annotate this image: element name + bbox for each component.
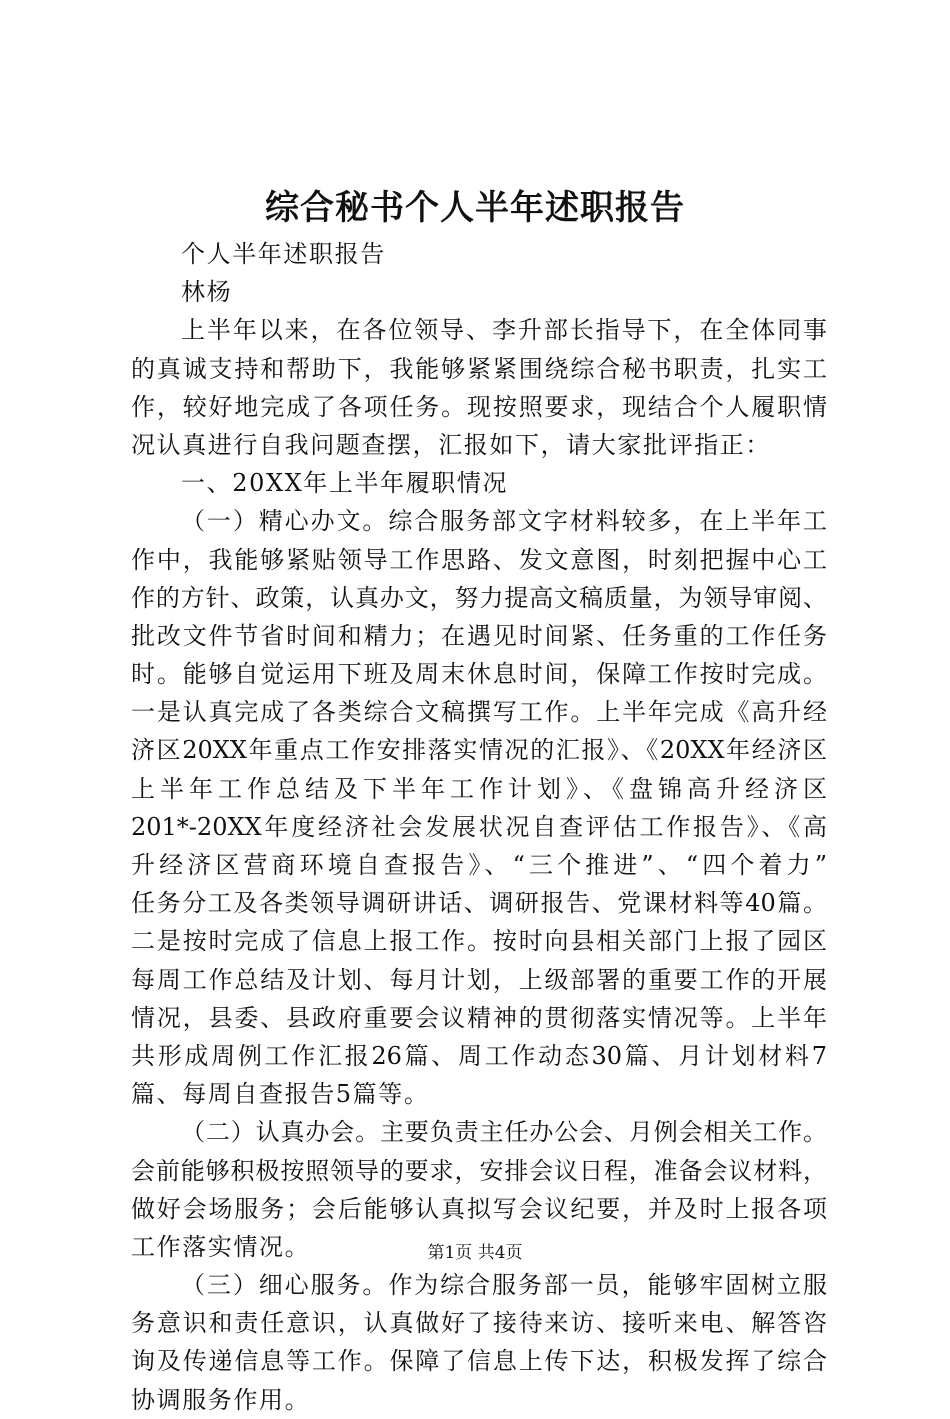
body-line: 201*-20XX年度经济社会发展状况自查评估工作报告》、《高 bbox=[131, 812, 827, 841]
body-line: 批改文件节省时间和精力；在遇见时间紧、任务重的工作任务 bbox=[131, 621, 827, 650]
body-line: 一是认真完成了各类综合文稿撰写工作。上半年完成《高升经 bbox=[131, 698, 827, 727]
body-line: 共形成周例工作汇报26篇、周工作动态30篇、月计划材料7 bbox=[131, 1041, 827, 1070]
body-line: 务意识和责任意识，认真做好了接待来访、接听来电、解答咨 bbox=[131, 1309, 827, 1338]
body-line: 作中，我能够紧贴领导工作思路、发文意图，时刻把握中心工 bbox=[131, 545, 827, 574]
body-line: 作，较好地完成了各项任务。现按照要求，现结合个人履职情 bbox=[131, 392, 827, 421]
body-line: 工作落实情况。 bbox=[131, 1232, 311, 1261]
body-line: 询及传递信息等工作。保障了信息上传下达，积极发挥了综合 bbox=[131, 1347, 827, 1376]
body-line: （二）认真办会。主要负责主任办公会、月例会相关工作。 bbox=[181, 1118, 827, 1147]
section-heading: 一、20XX年上半年履职情况 bbox=[181, 469, 509, 498]
body-line: 二是按时完成了信息上报工作。按时向县相关部门上报了园区 bbox=[131, 927, 827, 956]
document-title: 综合秘书个人半年述职报告 bbox=[265, 188, 685, 228]
page-number-footer: 第1页 共4页 bbox=[427, 1243, 523, 1263]
body-line: 任务分工及各类领导调研讲话、调研报告、党课材料等40篇。 bbox=[131, 889, 827, 918]
body-line: 做好会场服务；会后能够认真拟写会议纪要，并及时上报各项 bbox=[131, 1194, 827, 1223]
body-line: 作的方针、政策，认真办文，努力提高文稿质量，为领导审阅、 bbox=[131, 583, 827, 612]
body-line: 协调服务作用。 bbox=[131, 1385, 311, 1414]
body-line: 的真诚支持和帮助下，我能够紧紧围绕综合秘书职责，扎实工 bbox=[131, 354, 827, 383]
body-line: （一）精心办文。综合服务部文字材料较多，在上半年工 bbox=[181, 507, 827, 536]
body-line: 篇、每周自查报告5篇等。 bbox=[131, 1080, 430, 1109]
body-line: 情况，县委、县政府重要会议精神的贯彻落实情况等。上半年 bbox=[131, 1003, 827, 1032]
body-line: 升经济区营商环境自查报告》、“三个推进”、“四个着力” bbox=[131, 851, 827, 879]
body-line: 上半年以来，在各位领导、李升部长指导下，在全体同事 bbox=[181, 316, 827, 345]
body-line: 林杨 bbox=[181, 278, 233, 307]
body-line: 时。能够自觉运用下班及周末休息时间，保障工作按时完成。 bbox=[131, 660, 827, 689]
body-line: 个人半年述职报告 bbox=[181, 240, 386, 268]
body-line: 会前能够积极按照领导的要求，安排会议日程，准备会议材料， bbox=[131, 1156, 827, 1185]
body-line: （三）细心服务。作为综合服务部一员，能够牢固树立服 bbox=[181, 1271, 827, 1300]
body-line: 每周工作总结及计划、每月计划，上级部署的重要工作的开展 bbox=[131, 965, 827, 994]
body-line: 况认真进行自我问题查摆，汇报如下，请大家批评指正： bbox=[131, 430, 771, 459]
body-line: 上半年工作总结及下半年工作计划》、《盘锦高升经济区 bbox=[131, 774, 827, 803]
body-line: 济区20XX年重点工作安排落实情况的汇报》、《20XX年经济区 bbox=[131, 736, 827, 765]
